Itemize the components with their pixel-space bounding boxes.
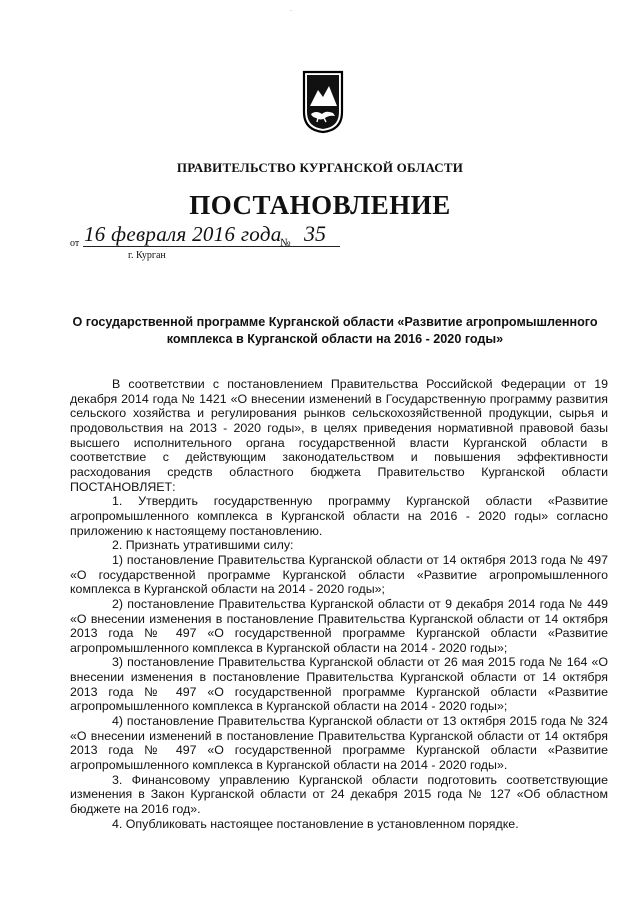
government-name: ПРАВИТЕЛЬСТВО КУРГАНСКОЙ ОБЛАСТИ	[176, 160, 464, 175]
city-label: г. Курган	[128, 250, 166, 261]
coat-of-arms-icon	[302, 70, 344, 134]
clause-2-item-3: 3) постановление Правительства Курганской области от 26 мая 2015 года № 164 «О внесении изменения в постановление Правительства Курганской области от 14 октября 2013 года № 497 «О государственной программе Курганской области «Развитие агропромышленного комплекса в Курганской области на 2014 - 2020 годы»;	[70, 655, 608, 714]
handwritten-date: 16 февраля 2016 года	[84, 222, 282, 246]
date-underline	[83, 246, 297, 247]
document-title: О государственной программе Курганской области «Развитие агропромышленного комплекса в Курганской области на 2016 - 2020 годы»	[72, 315, 598, 346]
clause-2: 2. Признать утратившими силу:	[112, 538, 294, 553]
number-underline	[296, 246, 340, 247]
preamble-paragraph: В соответствии с постановлением Правительства Российской Федерации от 19 декабря 2014 года № 1421 «О внесении изменений в Государственную программу развития сельского хозяйства и регулирования рынков сельскохозяйственной продукции, сырья и продовольствия на 2013 - 2020 годы», в целях приведения нормативной правовой базы высшего исполнительного органа государственной власти Курганской области в соответствие с действующим законодательством и повышения эффективности расходования средств областного бюджета Правительство Курганской области ПОСТАНОВЛЯЕТ:	[70, 377, 608, 494]
clause-1: 1. Утвердить государственную программу Курганской области «Развитие агропромышленного комплекса в Курганской области на 2016 - 2020 годы» согласно приложению к настоящему постановлению.	[70, 494, 608, 538]
clause-2-item-2: 2) постановление Правительства Курганской области от 9 декабря 2014 года № 449 «О внесении изменения в постановление Правительства Курганской области от 14 октября 2013 года № 497 «О государственной программе Курганской области «Развитие агропромышленного комплекса в Курганской области на 2014 - 2020 годы»;	[70, 596, 608, 655]
number-label: №	[280, 237, 291, 249]
clause-2-item-1: 1) постановление Правительства Курганской области от 14 октября 2013 года № 497 «О государственной программе Курганской области «Развитие агропромышленного комплекса в Курганской области на 2014 - 2020 годы»;	[70, 552, 608, 597]
document-body	[70, 377, 608, 831]
dateline	[70, 221, 370, 266]
date-from-label: от	[70, 238, 80, 249]
document-type: ПОСТАНОВЛЕНИЕ	[189, 190, 451, 220]
clause-2-item-4: 4) постановление Правительства Курганской области от 13 октября 2015 года № 324 «О внесении изменений в постановление Правительства Курганской области от 14 октября 2013 года № 497 «О государственной программе Курганской области «Развитие агропромышленного комплекса в Курганской области на 2014 - 2020 годы».	[70, 714, 608, 773]
clause-3: 3. Финансовому управлению Курганской области подготовить соответствующие изменения в Закон Курганской области от 24 декабря 2015 года № 127 «Об областном бюджете на 2016 год».	[70, 772, 608, 817]
clause-4: 4. Опубликовать настоящее постановление в установленном порядке.	[112, 816, 519, 831]
handwritten-number: 35	[304, 221, 326, 246]
scan-mark: ·	[290, 8, 292, 14]
